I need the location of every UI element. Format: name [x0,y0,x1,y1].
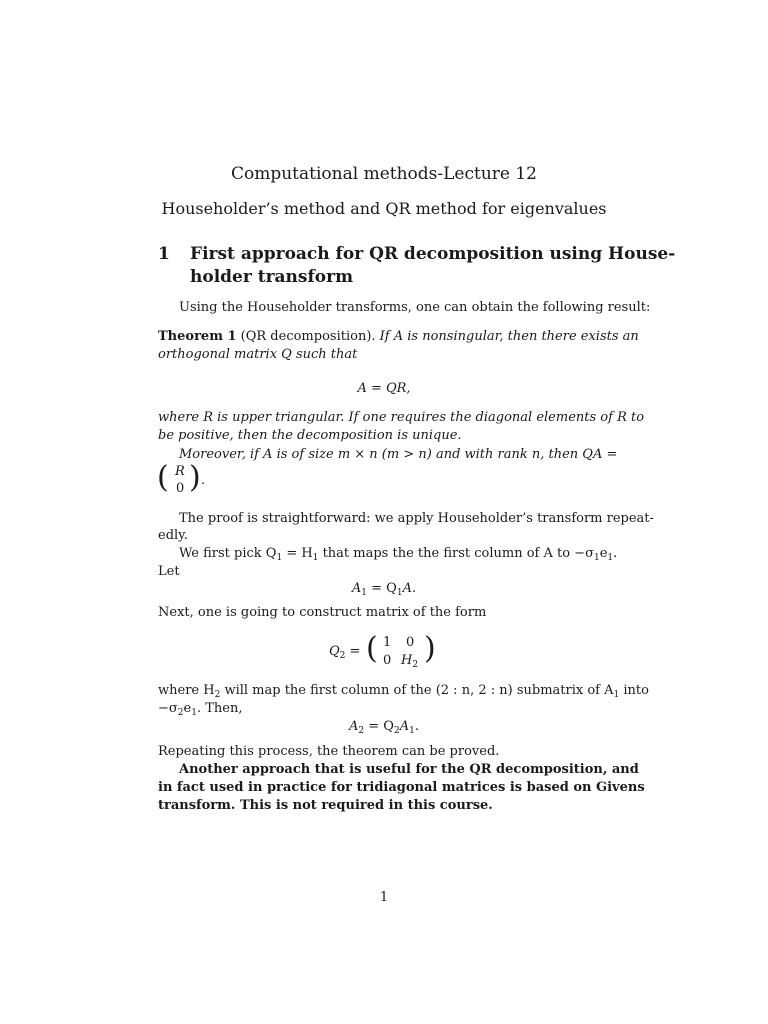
matrix-cell-22: $H_2$ [401,653,419,670]
proof-line6: where $H_2$ will map the first column of the (2 : n, 2 : n) submatrix of $A_1$ into [158,683,649,700]
theorem-line2: orthogonal matrix Q such that [158,347,358,362]
left-paren: ( [157,460,169,495]
remark-line3: transform. This is not required in this course. [158,798,493,813]
proof-line5: Next, one is going to construct matrix of the form [158,605,487,620]
theorem-line5: Moreover, if A is of size m × n (m > n) and with rank n, then QA = [179,447,618,462]
q2-matrix-equation [329,632,449,672]
intro-paragraph: Using the Householder transforms, one can obtain the following result: [179,300,651,315]
theorem-statement-start: If A is nonsingular, then there exists an [375,329,639,344]
remark-line1: Another approach that is useful for the QR decomposition, and [179,762,639,777]
right-paren: ) [424,631,436,666]
matrix-cell-21: 0 [383,653,392,668]
theorem-column-vector [157,461,217,501]
vector-bottom: 0 [176,481,185,496]
proof-line3: We first pick $Q_1 = H_1$ that maps the the first column of A to $-\sigma_1e_1$. [179,546,618,563]
section-title-line1: First approach for QR decomposition using House- [190,244,676,264]
equation-a1: $A_1 = Q_1A$. [351,581,417,598]
section-number: 1 [158,244,170,264]
q2-lhs: $Q_2$ = [329,644,361,661]
proof-line1: The proof is straightforward: we apply Householder’s transform repeat- [179,511,654,526]
left-paren: ( [366,631,378,666]
theorem-label: Theorem 1 [158,329,237,344]
proof-line8: Repeating this process, the theorem can be proved. [158,744,500,759]
remark-line2: in fact used in practice for tridiagonal matrices is based on Givens [158,780,645,795]
equation-a2: $A_2 = Q_2A_1$. [349,719,419,736]
section-title-line2: holder transform [190,267,354,287]
page-subtitle: Householder’s method and QR method for eigenvalues [161,199,607,218]
theorem-line1 [158,328,639,346]
theorem-equation: A = QR, [357,381,411,396]
matrix-cell-11: 1 [383,635,392,650]
proof-line2: edly. [158,528,188,543]
theorem-line4: be positive, then the decomposition is unique. [158,428,462,443]
proof-line4: Let [158,564,180,579]
theorem-line3: where R is upper triangular. If one requires the diagonal elements of R to [158,410,645,425]
matrix-cell-12: 0 [406,635,415,650]
theorem-name: (QR decomposition). [240,329,376,344]
page-number: 1 [379,890,389,905]
proof-line7: $-\sigma_2e_1$. Then, [158,701,243,718]
vector-period: . [201,473,206,488]
page-title: Computational methods-Lecture 12 [230,164,537,184]
right-paren: ) [189,460,201,495]
vector-top: R [175,464,185,479]
